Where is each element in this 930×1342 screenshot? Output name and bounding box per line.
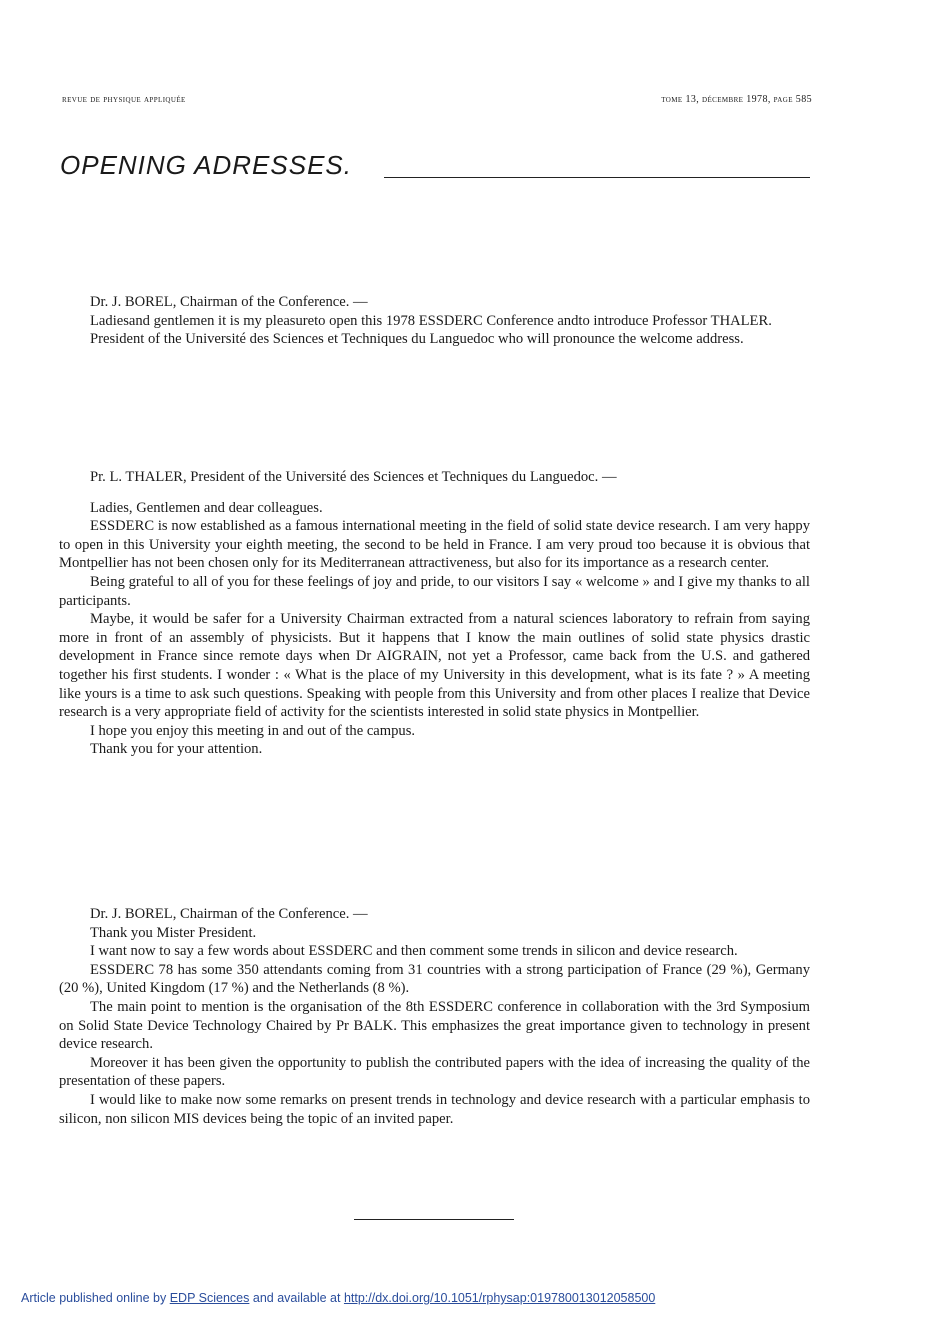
journal-name: revue de physique appliquée [62,94,186,105]
end-rule [354,1219,514,1220]
speaker-line: Dr. J. BOREL, Chairman of the Conference. — [90,906,368,922]
paragraph: I want now to say a few words about ESSDERC and then comment some trends in silicon and device research. [90,943,738,960]
paragraph: Moreover it has been given the opportunity to publish the contributed papers with the idea of increasing the quality of the presentation of these papers. [59,1054,810,1090]
borel-opening-section [59,293,810,349]
publication-footer [21,1291,655,1305]
paragraph: Thank you Mister President. [90,924,257,941]
footer-prefix: Article published online by [21,1291,167,1305]
paragraph: Thank you for your attention. [90,741,263,758]
paragraph: Ladiesand gentlemen it is my pleasureto open this 1978 ESSDERC Conference andto introduce Professor THALER. [90,312,772,329]
page-title: OPENING ADRESSES. [60,150,352,180]
title-rule [384,177,810,178]
speaker-line: Pr. L. THALER, President of the Université des Sciences et Techniques du Languedoc. — [90,469,617,485]
paragraph: I hope you enjoy this meeting in and out of the campus. [90,722,416,739]
borel-remarks-section [59,905,810,1128]
thaler-welcome-section [59,468,810,759]
paragraph: ESSDERC 78 has some 350 attendants coming from 31 countries with a strong participation of France (29 %), Germany (20 %), United Kingdom (17 %) and the Netherlands (8 %). [59,961,810,997]
paragraph: The main point to mention is the organisation of the 8th ESSDERC conference in collaboration with the 3rd Symposium on Solid State Device Technology Chaired by Pr BALK. This emphasizes the great importance given to technology in present device research. [59,998,810,1053]
footer-middle: and available at [252,1291,341,1305]
issue-info: tome 13, décembre 1978, page 585 [661,94,812,105]
paragraph: Ladies, Gentlemen and dear colleagues. [90,499,323,516]
paragraph: I would like to make now some remarks on present trends in technology and device research with a particular emphasis to silicon, non silicon MIS devices being the topic of an invited paper. [59,1091,810,1127]
paragraph: Being grateful to all of you for these feelings of joy and pride, to our visitors I say « welcome » and I give my thanks to all participants. [59,573,810,609]
paragraph: Maybe, it would be safer for a University Chairman extracted from a natural sciences laboratory to refrain from saying more in front of an assembly of physicists. But it happens that I know the main outlines of solid state physics drastic development in France since remote days when Dr AIGRAIN, not yet a Professor, came back from the U.S. and gathered together his first students. I wonder : « What is the place of my University in this development, what is its fate ? » A meeting like yours is a time to ask such questions. Speaking with people from this University and from other places I realize that Device research is a very appropriate field of activity for the scientists interested in solid state physics in Montpellier. [59,611,810,721]
paragraph: President of the Université des Sciences et Techniques du Languedoc who will pronounce the welcome address. [90,331,744,348]
speaker-line: Dr. J. BOREL, Chairman of the Conference. — [90,294,368,310]
publisher-link[interactable]: EDP Sciences [169,1291,250,1305]
doi-link[interactable]: http://dx.doi.org/10.1051/rphysap:019780013012058500 [343,1291,656,1305]
paragraph: ESSDERC is now established as a famous international meeting in the field of solid state device research. I am very happy to open in this University your eighth meeting, the second to be held in France. I am very proud too because it is obvious that Montpellier has not been chosen only for its Mediterranean attractiveness, but also for its importance as a research center. [59,518,810,572]
